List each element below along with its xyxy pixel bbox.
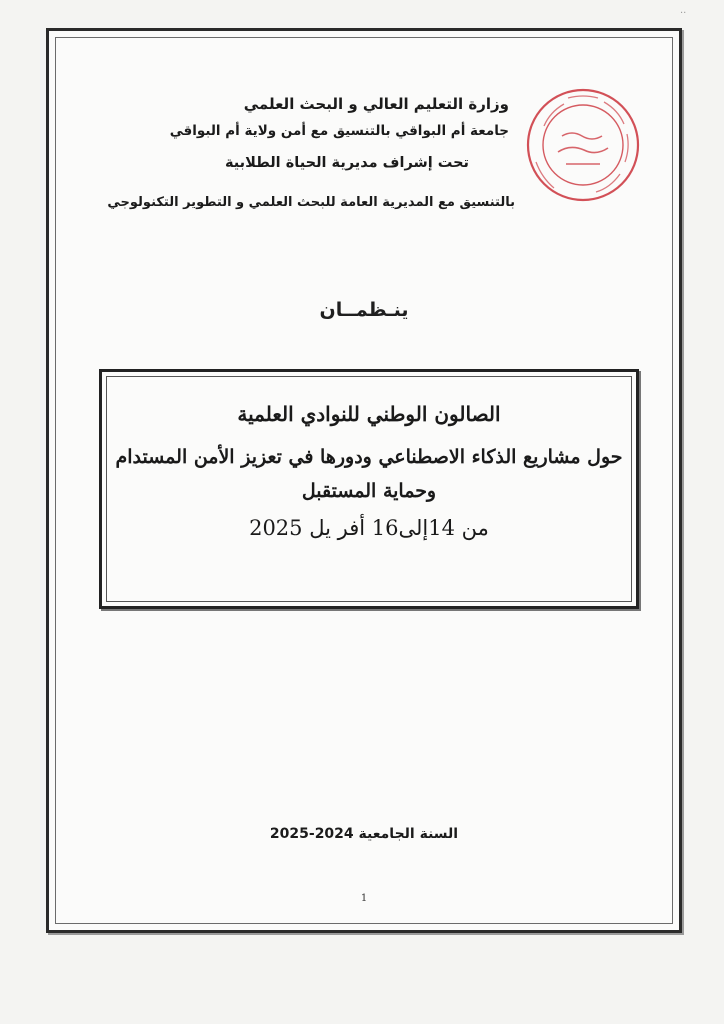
coordination-line: بالتنسيق مع المديرية العامة للبحث العلمي و التطوير التكنولوجي [107,195,515,210]
supervision-line: تحت إشراف مديرية الحياة الطلابية [224,155,469,171]
corner-mark: ·· [680,8,687,19]
ministry-line: وزارة التعليم العالي و البحث العلمي [243,95,509,113]
event-title: الصالون الوطني للنوادي العلمية [237,402,501,426]
page-number: 1 [360,893,368,904]
event-subtitle: حول مشاريع الذكاء الاصطناعي ودورها في تعزيز الأمن المستدام وحماية المستقبل [115,446,623,502]
event-dates: من 14إلى16 أفر يل 2025 [249,516,489,540]
page-frame [46,28,682,933]
event-title-box [99,369,639,609]
university-line: جامعة أم البواقي بالتنسيق مع أمن ولاية أم البواقي [169,123,509,139]
academic-year: السنة الجامعية 2024-2025 [269,826,459,842]
university-stamp [524,86,642,204]
organizers-heading: ينـظمــان [319,299,409,321]
